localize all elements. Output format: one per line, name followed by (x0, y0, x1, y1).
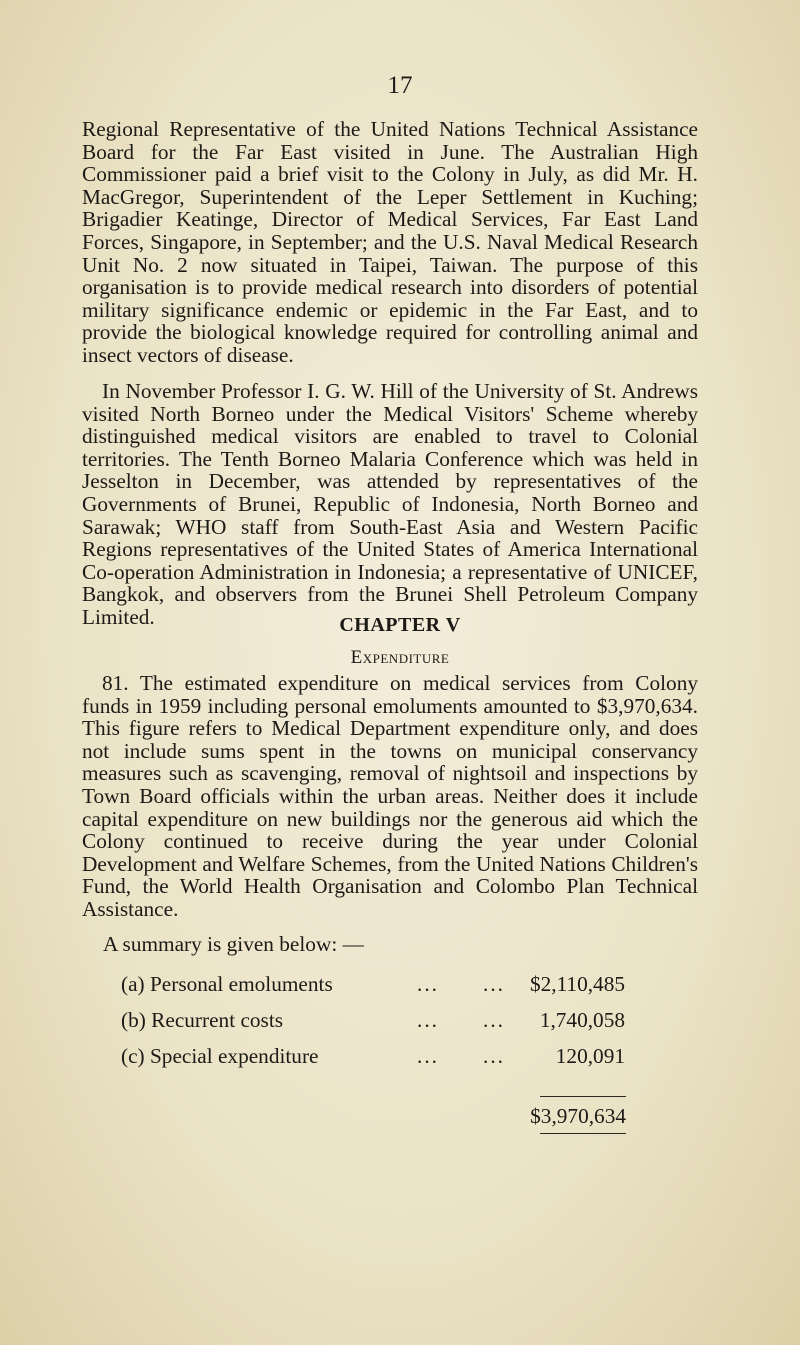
paragraph-visitors: Regional Representative of the United Nations Technical Assistance Board for the Far East visited in June. The Australian High Commissioner paid a brief visit to the Colony in July, as did Mr. H. MacGregor, Superintendent of the Leper Settlement in Kuching; Brigadier Keatinge, Director of Medical Services, Far East Land Forces, Singapore, in September; and the U.S. Naval Medical Research Unit No. 2 now situated in Taipei, Taiwan. The purpose of this organisation is to provide medical research into disorders of potential military significance endemic or epidemic in the Far East, and to provide the biological knowledge required for controlling animal and insect vectors of disease. (82, 117, 698, 367)
chapter-title: CHAPTER V (339, 614, 461, 636)
leader-dots: ... (483, 972, 505, 996)
leader-dots: ... (417, 1044, 439, 1068)
summary-total: $3,970,634 (530, 1104, 626, 1128)
total-rule-bottom (540, 1133, 626, 1134)
summary-row-special-expenditure (121, 1044, 625, 1070)
summary-label: (a) Personal emoluments (121, 972, 333, 996)
summary-amount: 120,091 (555, 1044, 625, 1068)
summary-amount: 1,740,058 (539, 1008, 625, 1032)
summary-label: (b) Recurrent costs (121, 1008, 284, 1032)
page-number: 17 (387, 72, 413, 99)
summary-row-personal-emoluments (121, 972, 625, 998)
summary-intro: A summary is given below: — (103, 932, 364, 956)
paragraph-malaria-conference: In November Professor I. G. W. Hill of the University of St. Andrews visited North Borneo under the Medical Visitors' Scheme whereby distinguished medical visitors are enabled to travel to Colonial territories. The Tenth Borneo Malaria Conference which was held in Jesselton in December, was attended by representatives of the Governments of Brunei, Republic of Indonesia, North Borneo and Sarawak; WHO staff from South-East Asia and Western Pacific Regions representatives of the United States of America International Co-operation Administration in Indonesia; a representative of UNICEF, Bangkok, and observers from the Brunei Shell Petroleum Company Limited. (82, 379, 698, 629)
leader-dots: ... (483, 1044, 505, 1068)
leader-dots: ... (483, 1008, 505, 1032)
summary-label: (c) Special expenditure (121, 1044, 319, 1068)
leader-dots: ... (417, 972, 439, 996)
paragraph-expenditure: 81. The estimated expenditure on medical services from Colony funds in 1959 including personal emoluments amounted to $3,970,634. This figure refers to Medical Department expenditure only, and does not include sums spent in the towns on municipal conservancy measures such as scavenging, removal of nightsoil and inspections by Town Board officials within the urban areas. Neither does it include capital expenditure on new buildings nor the generous aid which the Colony continued to receive during the year under Colonial Development and Welfare Schemes, from the United Nations Children's Fund, the World Health Organisation and Colombo Plan Technical Assistance. (82, 671, 698, 921)
chapter-subtitle: Expenditure (350, 647, 450, 668)
leader-dots: ... (417, 1008, 439, 1032)
summary-row-recurrent-costs (121, 1008, 625, 1034)
total-rule-top (540, 1096, 626, 1097)
summary-amount: $2,110,485 (529, 972, 625, 996)
